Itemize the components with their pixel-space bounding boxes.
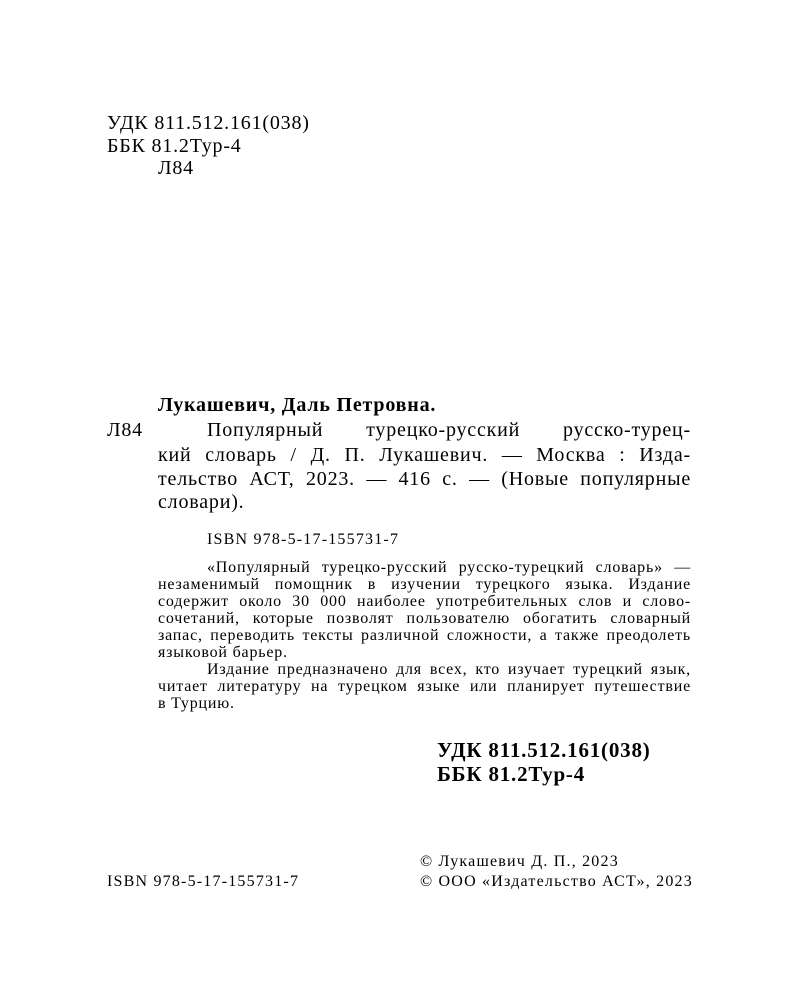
annotation-line: запас, переводить тексты различной сложности, а также преодолеть xyxy=(158,627,691,644)
author-sign: Л84 xyxy=(158,157,194,179)
annotation xyxy=(158,559,691,719)
bottom-classification xyxy=(437,738,697,788)
author-sign: Л84 xyxy=(107,419,143,441)
annotation-line: сочетаний, которые позволят пользователю обогатить словарный xyxy=(158,610,691,627)
author-heading: Лукашевич, Даль Петровна. xyxy=(158,394,437,416)
annotation-line: языковой барьер. xyxy=(158,644,288,661)
annotation-line: незаменимый помощник в изучении турецкого языка. Издание xyxy=(158,576,691,593)
imprint-isbn: ISBN 978-5-17-155731-7 xyxy=(107,873,300,890)
annotation-line: содержит около 30 000 наиболее употребительных слов и слово- xyxy=(158,593,691,610)
annotation-line: Издание предназначено для всех, кто изучает турецкий язык, xyxy=(207,661,691,678)
copyright-publisher: © ООО «Издательство АСТ», 2023 xyxy=(420,873,693,890)
isbn-record: ISBN 978-5-17-155731-7 xyxy=(207,531,400,548)
bibliographic-record xyxy=(107,393,691,518)
annotation-line: в Турцию. xyxy=(158,695,235,712)
copyright-block xyxy=(420,853,710,893)
description-line: тельство АСТ, 2023. — 416 с. — (Новые популярные xyxy=(158,468,691,490)
annotation-line: «Популярный турецко-русский русско-турецкий словарь» — xyxy=(207,559,691,576)
top-classification xyxy=(107,111,407,181)
annotation-line: читает литературу на турецком языке или планирует путешествие xyxy=(158,678,691,695)
description-line: Популярный турецко-русский русско-турец- xyxy=(207,419,691,441)
udc-code: УДК 811.512.161(038) xyxy=(107,112,310,134)
udc-code: УДК 811.512.161(038) xyxy=(437,738,651,762)
description-line: кий словарь / Д. П. Лукашевич. — Москва : Изда- xyxy=(158,444,691,466)
copyright-author: © Лукашевич Д. П., 2023 xyxy=(420,853,619,870)
bbk-code: ББК 81.2Тур-4 xyxy=(437,762,586,786)
bbk-code: ББК 81.2Тур-4 xyxy=(107,135,242,157)
description-line: словари). xyxy=(158,491,245,513)
